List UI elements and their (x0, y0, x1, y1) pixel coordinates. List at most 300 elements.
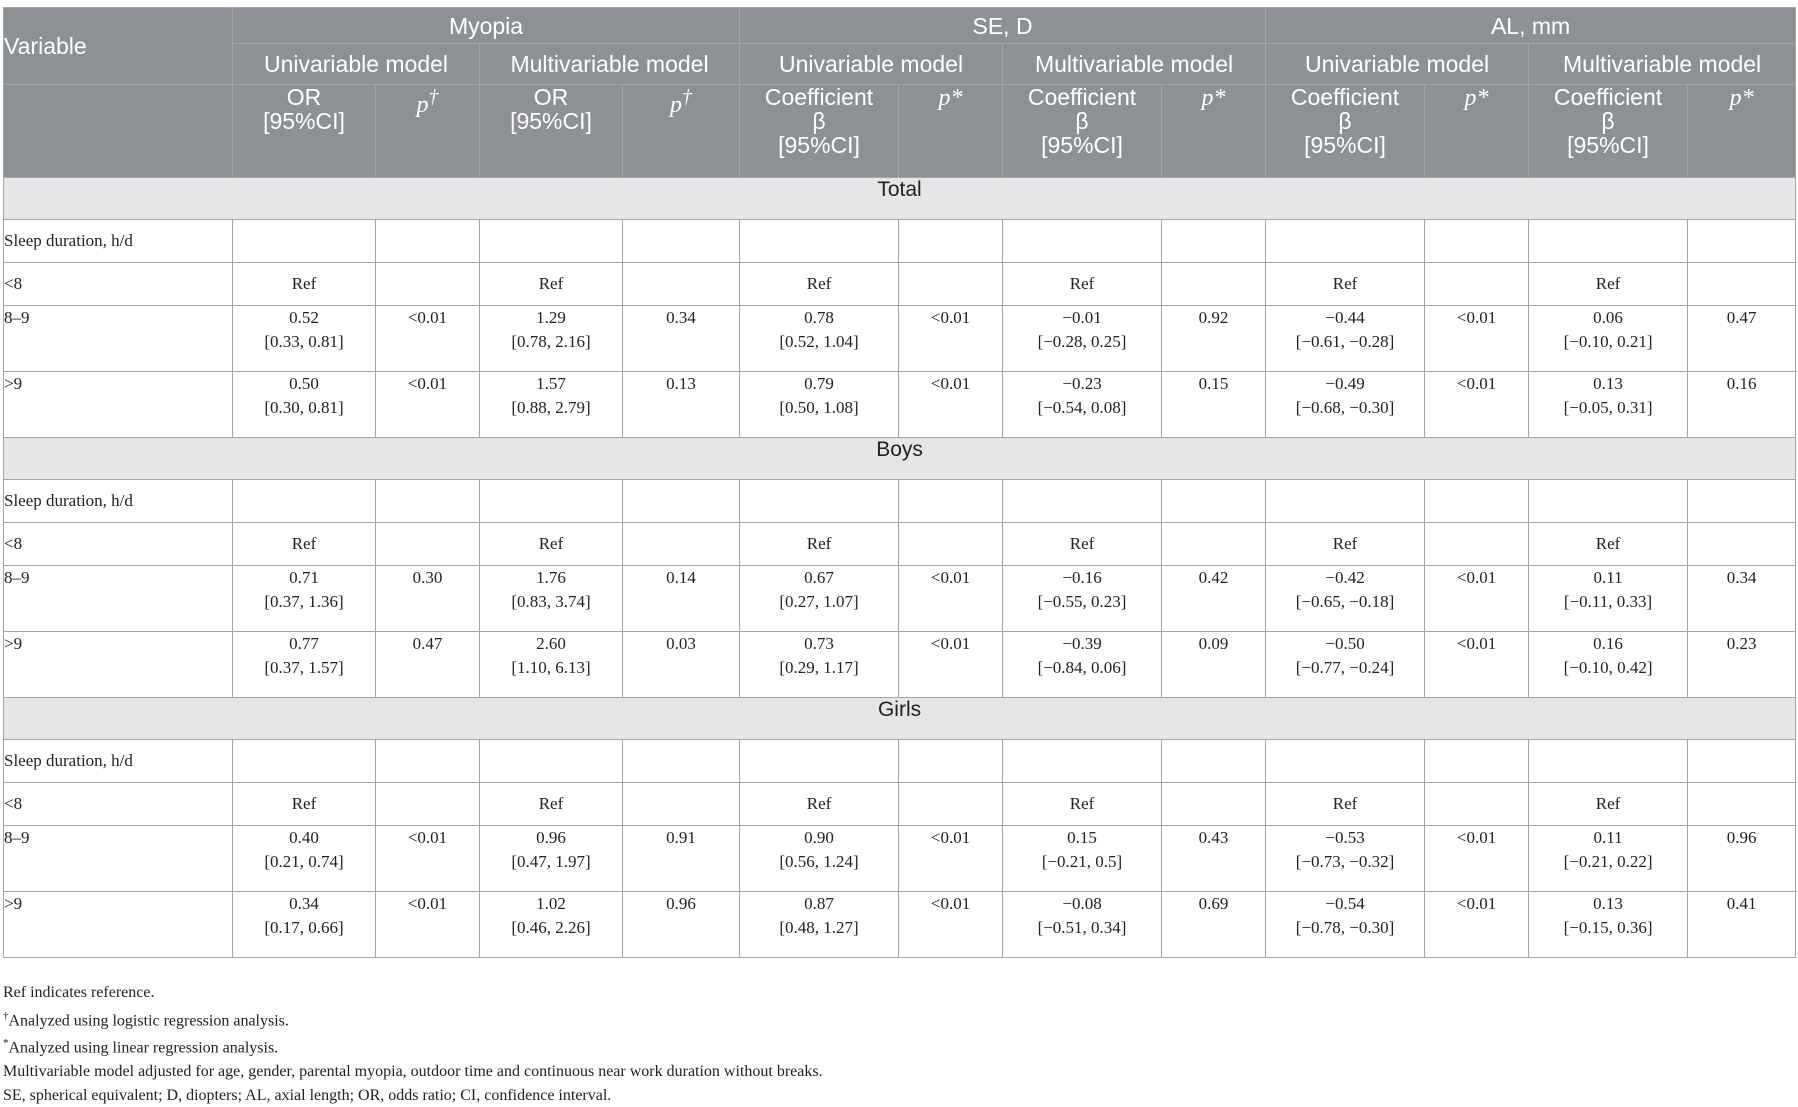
se-header: SE, D (740, 8, 1266, 44)
estimate-cell (1003, 892, 1162, 958)
ref-cell: Ref (1003, 263, 1162, 306)
empty-cell (1162, 263, 1266, 306)
ref-cell: Ref (740, 263, 899, 306)
empty-cell (1162, 220, 1266, 263)
p-value-header (376, 85, 480, 178)
p-value-cell: <0.01 (1425, 892, 1529, 958)
table-row (4, 263, 1796, 306)
empty-cell (1003, 480, 1162, 523)
table-row (4, 566, 1796, 632)
ref-cell: Ref (1529, 783, 1688, 826)
empty-cell (1688, 740, 1796, 783)
p-value-cell: <0.01 (376, 892, 480, 958)
empty-cell (233, 220, 376, 263)
p-label: p* (1464, 85, 1489, 111)
confidence-interval: [0.78, 2.16] (511, 332, 591, 351)
table-row (4, 740, 1796, 783)
confidence-interval: [−0.61, −0.28] (1295, 332, 1395, 351)
estimate-value: −0.08 (1062, 894, 1102, 913)
estimate-value: 0.06 (1593, 308, 1623, 327)
estimate-value: 0.87 (804, 894, 834, 913)
empty-cell (623, 740, 740, 783)
column-headers (4, 85, 1796, 178)
estimate-cell (480, 826, 623, 892)
p-value-header (623, 85, 740, 178)
confidence-interval: [0.33, 0.81] (264, 332, 344, 351)
empty-cell (623, 480, 740, 523)
section-label: Total (4, 178, 1796, 220)
p-value-cell: 0.96 (1688, 826, 1796, 892)
confidence-interval: [−0.15, 0.36] (1563, 918, 1653, 937)
empty-cell (740, 220, 899, 263)
empty-cell (376, 480, 480, 523)
estimate-cell (1003, 566, 1162, 632)
myopia-header: Myopia (233, 8, 740, 44)
confidence-interval: [−0.28, 0.25] (1037, 332, 1127, 351)
p-value-cell: <0.01 (1425, 306, 1529, 372)
estimate-cell (740, 892, 899, 958)
footnote-star (3, 1032, 823, 1060)
empty-cell (1162, 523, 1266, 566)
estimate-cell (233, 306, 376, 372)
estimate-cell (1266, 892, 1425, 958)
empty-cell (233, 740, 376, 783)
table-row (4, 783, 1796, 826)
estimate-cell (233, 566, 376, 632)
star-mark: * (3, 1037, 9, 1050)
results-table (3, 7, 1796, 958)
row-label: <8 (4, 263, 233, 306)
confidence-interval: [−0.21, 0.5] (1041, 852, 1123, 871)
row-label: <8 (4, 783, 233, 826)
confidence-interval: [0.56, 1.24] (779, 852, 859, 871)
model-header: Univariable model (233, 44, 480, 85)
empty-cell (1003, 220, 1162, 263)
estimate-value: 0.78 (804, 308, 834, 327)
blank-header (4, 85, 233, 178)
confidence-interval: [−0.78, −0.30] (1295, 918, 1395, 937)
header-line: Coefficient (1553, 84, 1663, 110)
estimate-cell (740, 306, 899, 372)
model-header: Univariable model (1266, 44, 1529, 85)
empty-cell (1425, 740, 1529, 783)
ref-cell: Ref (480, 263, 623, 306)
empty-cell (376, 263, 480, 306)
p-value-cell: 0.41 (1688, 892, 1796, 958)
estimate-value: 0.50 (289, 374, 319, 393)
estimate-value: 0.34 (289, 894, 319, 913)
section-row (4, 178, 1796, 220)
or-header (480, 85, 623, 178)
p-letter: p (416, 92, 429, 118)
estimate-cell (1529, 826, 1688, 892)
empty-cell (1688, 480, 1796, 523)
footnote-dagger (3, 1005, 823, 1033)
p-value-header (1688, 85, 1796, 178)
estimate-cell (740, 566, 899, 632)
ref-cell: Ref (233, 783, 376, 826)
coefficient-header (1529, 85, 1688, 178)
estimate-cell (740, 372, 899, 438)
estimate-value: 0.11 (1593, 568, 1623, 587)
estimate-value: 0.67 (804, 568, 834, 587)
al-header: AL, mm (1266, 8, 1796, 44)
section-label: Girls (4, 698, 1796, 740)
row-label: >9 (4, 892, 233, 958)
empty-cell (740, 740, 899, 783)
estimate-cell (1266, 566, 1425, 632)
estimate-value: −0.01 (1062, 308, 1102, 327)
ref-cell: Ref (1266, 523, 1425, 566)
estimate-value: 0.71 (289, 568, 319, 587)
ref-cell: Ref (480, 523, 623, 566)
estimate-cell (1266, 372, 1425, 438)
empty-cell (1688, 263, 1796, 306)
ref-cell: Ref (1266, 263, 1425, 306)
estimate-cell (480, 306, 623, 372)
estimate-value: 0.79 (804, 374, 834, 393)
estimate-value: −0.53 (1325, 828, 1365, 847)
dagger-mark: † (428, 86, 439, 108)
header-line: [95%CI] (510, 108, 592, 134)
ref-cell: Ref (740, 783, 899, 826)
confidence-interval: [0.47, 1.97] (511, 852, 591, 871)
estimate-value: 0.73 (804, 634, 834, 653)
row-label: >9 (4, 372, 233, 438)
ref-cell: Ref (1003, 523, 1162, 566)
p-value-header (1162, 85, 1266, 178)
ref-cell: Ref (1529, 263, 1688, 306)
p-value-cell: 0.47 (1688, 306, 1796, 372)
ref-cell: Ref (1003, 783, 1162, 826)
p-value-cell: 0.09 (1162, 632, 1266, 698)
p-value-cell: 0.30 (376, 566, 480, 632)
footnote-ref: Ref indicates reference. (3, 984, 155, 1001)
footnote-multivariable: Multivariable model adjusted for age, gender, parental myopia, outdoor time and continuous near work duration without breaks. (3, 1063, 823, 1081)
confidence-interval: [0.48, 1.27] (779, 918, 859, 937)
table-row (4, 220, 1796, 263)
empty-cell (1162, 740, 1266, 783)
header-line: β (1601, 108, 1615, 134)
p-value-cell: 0.69 (1162, 892, 1266, 958)
ref-cell: Ref (1266, 783, 1425, 826)
confidence-interval: [−0.55, 0.23] (1037, 592, 1127, 611)
estimate-value: 1.29 (536, 308, 566, 327)
empty-cell (1688, 220, 1796, 263)
p-value-cell: <0.01 (899, 372, 1003, 438)
estimate-value: −0.54 (1325, 894, 1365, 913)
confidence-interval: [0.29, 1.17] (779, 658, 859, 677)
empty-cell (899, 263, 1003, 306)
confidence-interval: [0.52, 1.04] (779, 332, 859, 351)
p-value-cell: 0.23 (1688, 632, 1796, 698)
estimate-cell (1003, 632, 1162, 698)
dagger-mark: † (682, 86, 693, 108)
estimate-value: 1.57 (536, 374, 566, 393)
header-line: [95%CI] (1567, 132, 1649, 158)
confidence-interval: [0.37, 1.36] (264, 592, 344, 611)
estimate-cell (1529, 632, 1688, 698)
p-value-cell: 0.42 (1162, 566, 1266, 632)
empty-cell (1266, 740, 1425, 783)
confidence-interval: [1.10, 6.13] (511, 658, 591, 677)
confidence-interval: [0.50, 1.08] (779, 398, 859, 417)
ref-cell: Ref (480, 783, 623, 826)
p-value-cell: <0.01 (899, 632, 1003, 698)
row-label: 8–9 (4, 826, 233, 892)
row-label: <8 (4, 523, 233, 566)
p-value-cell: 0.03 (623, 632, 740, 698)
table-row (4, 480, 1796, 523)
p-value-cell: 0.13 (623, 372, 740, 438)
model-header: Multivariable model (480, 44, 740, 85)
section-row (4, 438, 1796, 480)
row-label: Sleep duration, h/d (4, 480, 233, 523)
row-label: 8–9 (4, 566, 233, 632)
confidence-interval: [−0.21, 0.22] (1563, 852, 1653, 871)
table-row (4, 372, 1796, 438)
empty-cell (480, 480, 623, 523)
estimate-value: 0.90 (804, 828, 834, 847)
variable-header: Variable (4, 8, 233, 85)
footnote-abbreviations: SE, spherical equivalent; D, diopters; AL, axial length; OR, odds ratio; CI, confidence interval. (3, 1086, 612, 1104)
estimate-cell (480, 892, 623, 958)
empty-cell (1529, 740, 1688, 783)
estimate-value: −0.50 (1325, 634, 1365, 653)
header-line: β (1075, 108, 1089, 134)
confidence-interval: [0.83, 3.74] (511, 592, 591, 611)
estimate-cell (233, 892, 376, 958)
p-value-cell: 0.15 (1162, 372, 1266, 438)
estimate-value: 0.13 (1593, 374, 1623, 393)
dagger-mark: † (3, 1009, 9, 1022)
confidence-interval: [−0.73, −0.32] (1295, 852, 1395, 871)
ref-cell: Ref (233, 263, 376, 306)
footnote-dagger-text: Analyzed using logistic regression analysis. (8, 1011, 289, 1029)
p-value-cell: <0.01 (376, 306, 480, 372)
confidence-interval: [−0.54, 0.08] (1037, 398, 1127, 417)
estimate-value: 0.13 (1593, 894, 1623, 913)
coefficient-header (1003, 85, 1162, 178)
empty-cell (1425, 263, 1529, 306)
estimate-value: 2.60 (536, 634, 566, 653)
empty-cell (376, 220, 480, 263)
empty-cell (233, 480, 376, 523)
estimate-value: 1.02 (536, 894, 566, 913)
confidence-interval: [0.46, 2.26] (511, 918, 591, 937)
confidence-interval: [−0.10, 0.42] (1563, 658, 1653, 677)
confidence-interval: [−0.05, 0.31] (1563, 398, 1653, 417)
table-row (4, 892, 1796, 958)
estimate-value: 1.76 (536, 568, 566, 587)
estimate-value: 0.15 (1067, 828, 1097, 847)
estimate-value: −0.16 (1062, 568, 1102, 587)
confidence-interval: [0.21, 0.74] (264, 852, 344, 871)
header-line: Coefficient (1027, 84, 1137, 110)
p-value-cell: <0.01 (899, 826, 1003, 892)
estimate-value: 0.96 (536, 828, 566, 847)
p-value-cell: <0.01 (1425, 826, 1529, 892)
ref-cell: Ref (740, 523, 899, 566)
confidence-interval: [−0.77, −0.24] (1295, 658, 1395, 677)
p-value-cell: <0.01 (1425, 632, 1529, 698)
model-header: Multivariable model (1003, 44, 1266, 85)
p-value-cell: <0.01 (899, 306, 1003, 372)
table-body (4, 178, 1796, 958)
estimate-cell (1003, 372, 1162, 438)
empty-cell (480, 220, 623, 263)
estimate-cell (1529, 566, 1688, 632)
or-header (233, 85, 376, 178)
confidence-interval: [0.30, 0.81] (264, 398, 344, 417)
estimate-cell (233, 632, 376, 698)
estimate-value: −0.23 (1062, 374, 1102, 393)
confidence-interval: [−0.11, 0.33] (1563, 592, 1653, 611)
empty-cell (740, 480, 899, 523)
estimate-cell (233, 826, 376, 892)
section-row (4, 698, 1796, 740)
empty-cell (1425, 220, 1529, 263)
p-value-header (899, 85, 1003, 178)
confidence-interval: [−0.68, −0.30] (1295, 398, 1395, 417)
empty-cell (376, 523, 480, 566)
estimate-value: 0.40 (289, 828, 319, 847)
estimate-value: 0.16 (1593, 634, 1623, 653)
empty-cell (1266, 220, 1425, 263)
p-value-cell: <0.01 (899, 566, 1003, 632)
confidence-interval: [0.27, 1.07] (779, 592, 859, 611)
header-line: Coefficient (764, 84, 874, 110)
footnotes (3, 981, 823, 1107)
estimate-cell (740, 826, 899, 892)
p-value-cell: 0.34 (623, 306, 740, 372)
p-letter: p (670, 92, 683, 118)
empty-cell (376, 740, 480, 783)
empty-cell (1266, 480, 1425, 523)
estimate-cell (480, 372, 623, 438)
p-value-cell: 0.91 (623, 826, 740, 892)
estimate-cell (1529, 372, 1688, 438)
empty-cell (1162, 480, 1266, 523)
table-row (4, 632, 1796, 698)
p-value-header (1425, 85, 1529, 178)
empty-cell (623, 783, 740, 826)
estimate-cell (1266, 826, 1425, 892)
estimate-value: 0.11 (1593, 828, 1623, 847)
table-row (4, 826, 1796, 892)
footnote-star-text: Analyzed using linear regression analysis. (8, 1039, 279, 1057)
estimate-cell (1003, 306, 1162, 372)
empty-cell (899, 783, 1003, 826)
header-line: [95%CI] (1304, 132, 1386, 158)
estimate-value: −0.49 (1325, 374, 1365, 393)
p-value-cell: 0.96 (623, 892, 740, 958)
model-header: Multivariable model (1529, 44, 1796, 85)
confidence-interval: [−0.84, 0.06] (1037, 658, 1127, 677)
empty-cell (1425, 480, 1529, 523)
empty-cell (899, 220, 1003, 263)
table-row (4, 306, 1796, 372)
estimate-cell (1266, 306, 1425, 372)
p-label: p* (1201, 85, 1226, 111)
empty-cell (1688, 523, 1796, 566)
empty-cell (1162, 783, 1266, 826)
p-value-cell: 0.92 (1162, 306, 1266, 372)
header-line: OR (286, 84, 322, 110)
estimate-value: −0.39 (1062, 634, 1102, 653)
empty-cell (899, 740, 1003, 783)
header-line: Coefficient (1290, 84, 1400, 110)
row-label: 8–9 (4, 306, 233, 372)
section-label: Boys (4, 438, 1796, 480)
estimate-cell (480, 632, 623, 698)
coefficient-header (740, 85, 899, 178)
p-value-cell: 0.16 (1688, 372, 1796, 438)
p-label: p* (938, 85, 963, 111)
p-label (670, 86, 693, 118)
empty-cell (376, 783, 480, 826)
row-label: Sleep duration, h/d (4, 220, 233, 263)
confidence-interval: [0.17, 0.66] (264, 918, 344, 937)
empty-cell (1688, 783, 1796, 826)
estimate-cell (740, 632, 899, 698)
ref-cell: Ref (233, 523, 376, 566)
confidence-interval: [−0.51, 0.34] (1037, 918, 1127, 937)
row-label: Sleep duration, h/d (4, 740, 233, 783)
empty-cell (899, 523, 1003, 566)
header-line: [95%CI] (778, 132, 860, 158)
p-value-cell: <0.01 (1425, 566, 1529, 632)
p-value-cell: <0.01 (899, 892, 1003, 958)
empty-cell (623, 220, 740, 263)
confidence-interval: [0.88, 2.79] (511, 398, 591, 417)
p-value-cell: 0.34 (1688, 566, 1796, 632)
estimate-cell (1529, 306, 1688, 372)
confidence-interval: [−0.10, 0.21] (1563, 332, 1653, 351)
estimate-value: 0.77 (289, 634, 319, 653)
empty-cell (1425, 783, 1529, 826)
empty-cell (480, 740, 623, 783)
header-line: β (1338, 108, 1352, 134)
p-value-cell: 0.43 (1162, 826, 1266, 892)
confidence-interval: [0.37, 1.57] (264, 658, 344, 677)
empty-cell (1529, 220, 1688, 263)
confidence-interval: [−0.65, −0.18] (1295, 592, 1395, 611)
coefficient-header (1266, 85, 1425, 178)
p-value-cell: 0.14 (623, 566, 740, 632)
empty-cell (1529, 480, 1688, 523)
header-line: OR (533, 84, 569, 110)
estimate-cell (1003, 826, 1162, 892)
header-line: [95%CI] (263, 108, 345, 134)
estimate-cell (233, 372, 376, 438)
row-label: >9 (4, 632, 233, 698)
ref-cell: Ref (1529, 523, 1688, 566)
table-row (4, 523, 1796, 566)
p-value-cell: <0.01 (376, 826, 480, 892)
empty-cell (1003, 740, 1162, 783)
estimate-value: 0.52 (289, 308, 319, 327)
empty-cell (1425, 523, 1529, 566)
estimate-cell (1529, 892, 1688, 958)
header-line: β (812, 108, 826, 134)
empty-cell (623, 523, 740, 566)
p-value-cell: <0.01 (376, 372, 480, 438)
estimate-cell (480, 566, 623, 632)
estimate-value: −0.44 (1325, 308, 1365, 327)
model-header: Univariable model (740, 44, 1003, 85)
p-value-cell: 0.47 (376, 632, 480, 698)
